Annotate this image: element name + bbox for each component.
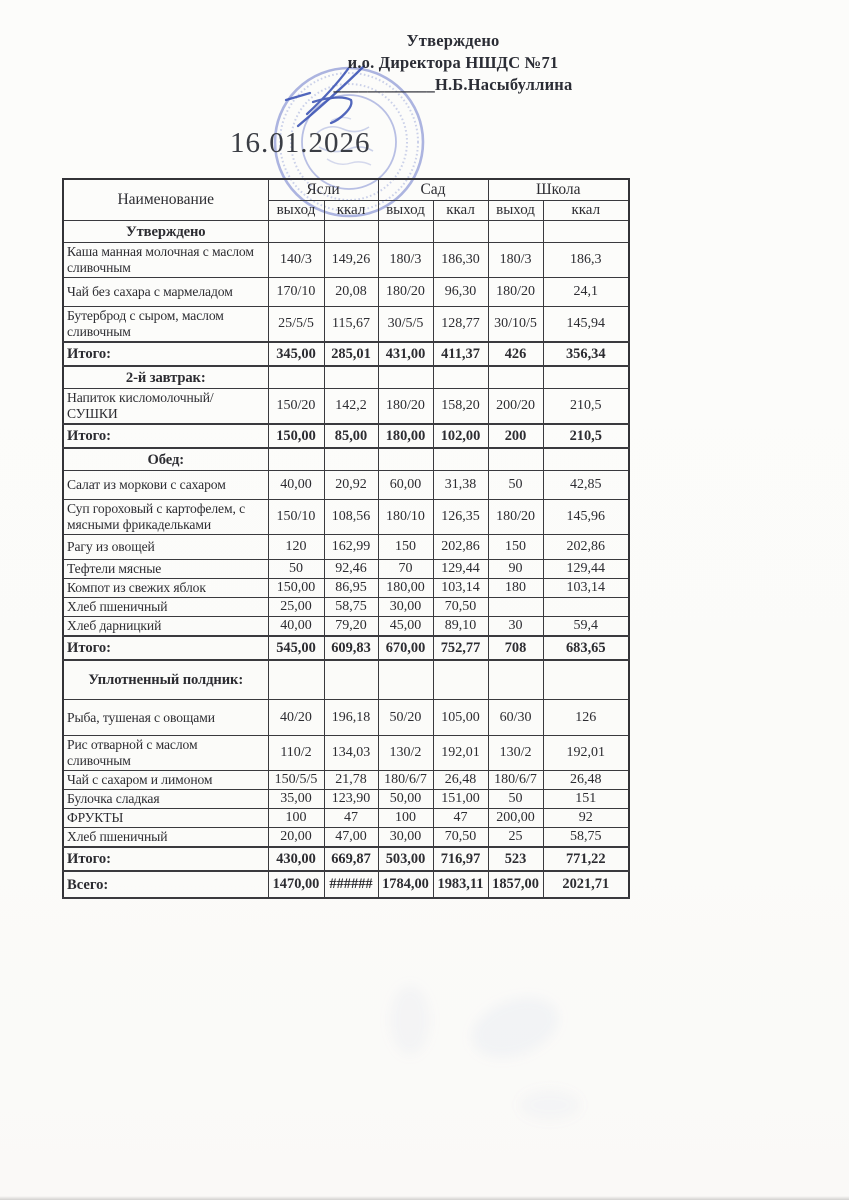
value-cell: 180/20 bbox=[378, 278, 433, 307]
value-cell: 70,50 bbox=[433, 598, 488, 617]
value-cell: 58,75 bbox=[324, 598, 378, 617]
value-cell bbox=[268, 366, 324, 389]
value-cell: 108,56 bbox=[324, 500, 378, 535]
dish-name-cell: Тефтели мясные bbox=[63, 560, 268, 579]
value-cell: 180/10 bbox=[378, 500, 433, 535]
value-cell: 180,00 bbox=[378, 579, 433, 598]
value-cell: 25/5/5 bbox=[268, 307, 324, 343]
subheader-vyhod: выход bbox=[488, 201, 543, 221]
value-cell: 123,90 bbox=[324, 790, 378, 809]
value-cell: 192,01 bbox=[543, 736, 629, 771]
value-cell bbox=[378, 448, 433, 471]
table-row bbox=[63, 243, 629, 278]
value-cell bbox=[378, 221, 433, 243]
table-row bbox=[63, 847, 629, 871]
value-cell: 25 bbox=[488, 828, 543, 848]
table-row bbox=[63, 828, 629, 848]
value-cell: 192,01 bbox=[433, 736, 488, 771]
value-cell: 202,86 bbox=[543, 535, 629, 560]
value-cell: 102,00 bbox=[433, 424, 488, 448]
value-cell bbox=[543, 221, 629, 243]
value-cell: 59,4 bbox=[543, 617, 629, 637]
value-cell: 200,00 bbox=[488, 809, 543, 828]
value-cell bbox=[324, 221, 378, 243]
value-cell bbox=[433, 448, 488, 471]
value-cell bbox=[324, 660, 378, 700]
subheader-kkal: ккал bbox=[543, 201, 629, 221]
table-row bbox=[63, 471, 629, 500]
value-cell bbox=[268, 448, 324, 471]
dish-name-cell: Бутерброд с сыром, маслом сливочным bbox=[63, 307, 268, 343]
value-cell: 58,75 bbox=[543, 828, 629, 848]
subheader-kkal: ккал bbox=[324, 201, 378, 221]
value-cell: 200 bbox=[488, 424, 543, 448]
value-cell: 60,00 bbox=[378, 471, 433, 500]
table-row bbox=[63, 809, 629, 828]
value-cell: 670,00 bbox=[378, 636, 433, 660]
value-cell: 210,5 bbox=[543, 389, 629, 425]
value-cell: 1983,11 bbox=[433, 871, 488, 898]
subheader-vyhod: выход bbox=[378, 201, 433, 221]
value-cell bbox=[543, 366, 629, 389]
value-cell: 1784,00 bbox=[378, 871, 433, 898]
value-cell bbox=[543, 598, 629, 617]
total-label-cell: Итого: bbox=[63, 847, 268, 871]
value-cell: 196,18 bbox=[324, 700, 378, 736]
value-cell: 30,00 bbox=[378, 598, 433, 617]
value-cell bbox=[268, 660, 324, 700]
approver-signature-line bbox=[283, 74, 623, 96]
dish-name-cell: Рагу из овощей bbox=[63, 535, 268, 560]
value-cell: 30 bbox=[488, 617, 543, 637]
dish-name-cell: Булочка сладкая bbox=[63, 790, 268, 809]
column-group-sad: Сад bbox=[378, 179, 488, 201]
total-label-cell: Итого: bbox=[63, 424, 268, 448]
value-cell: 1470,00 bbox=[268, 871, 324, 898]
value-cell: 21,78 bbox=[324, 771, 378, 790]
dish-name-cell: Каша манная молочная с маслом сливочным bbox=[63, 243, 268, 278]
value-cell: 411,37 bbox=[433, 342, 488, 366]
table-row bbox=[63, 790, 629, 809]
value-cell: 151 bbox=[543, 790, 629, 809]
value-cell: 30/5/5 bbox=[378, 307, 433, 343]
value-cell: 30/10/5 bbox=[488, 307, 543, 343]
grand-total-label-cell: Всего: bbox=[63, 871, 268, 898]
value-cell: 145,96 bbox=[543, 500, 629, 535]
value-cell: 105,00 bbox=[433, 700, 488, 736]
value-cell: 180/6/7 bbox=[488, 771, 543, 790]
value-cell: 103,14 bbox=[543, 579, 629, 598]
value-cell: 683,65 bbox=[543, 636, 629, 660]
approval-block bbox=[283, 30, 623, 96]
value-cell: 345,00 bbox=[268, 342, 324, 366]
value-cell: 150,00 bbox=[268, 579, 324, 598]
section-label-cell: Обед: bbox=[63, 448, 268, 471]
value-cell: 35,00 bbox=[268, 790, 324, 809]
value-cell: 186,30 bbox=[433, 243, 488, 278]
value-cell: 771,22 bbox=[543, 847, 629, 871]
value-cell: 40/20 bbox=[268, 700, 324, 736]
table-row bbox=[63, 598, 629, 617]
table-row bbox=[63, 871, 629, 898]
dish-name-cell: Хлеб пшеничный bbox=[63, 828, 268, 848]
value-cell: 716,97 bbox=[433, 847, 488, 871]
dish-name-cell: Чай без сахара с мармеладом bbox=[63, 278, 268, 307]
value-cell: 50 bbox=[488, 471, 543, 500]
table-row bbox=[63, 700, 629, 736]
value-cell: 50 bbox=[268, 560, 324, 579]
column-group-yasli: Ясли bbox=[268, 179, 378, 201]
value-cell: 128,77 bbox=[433, 307, 488, 343]
approver-name: Н.Б.Насыбуллина bbox=[434, 75, 573, 94]
value-cell: 431,00 bbox=[378, 342, 433, 366]
menu-table-body bbox=[63, 221, 629, 899]
approver-title: и.о. Директора НШДС №71 bbox=[347, 53, 559, 72]
value-cell: 120 bbox=[268, 535, 324, 560]
value-cell: 100 bbox=[378, 809, 433, 828]
value-cell: 42,85 bbox=[543, 471, 629, 500]
value-cell: 130/2 bbox=[378, 736, 433, 771]
page-edge-shadow bbox=[0, 1196, 849, 1200]
value-cell: 180/3 bbox=[378, 243, 433, 278]
value-cell: 150,00 bbox=[268, 424, 324, 448]
menu-table bbox=[62, 178, 630, 899]
value-cell: 47,00 bbox=[324, 828, 378, 848]
value-cell bbox=[488, 598, 543, 617]
value-cell: 186,3 bbox=[543, 243, 629, 278]
value-cell: 92 bbox=[543, 809, 629, 828]
value-cell: 85,00 bbox=[324, 424, 378, 448]
value-cell: 1857,00 bbox=[488, 871, 543, 898]
value-cell: 151,00 bbox=[433, 790, 488, 809]
subheader-vyhod: выход bbox=[268, 201, 324, 221]
value-cell: 92,46 bbox=[324, 560, 378, 579]
dish-name-cell: Чай с сахаром и лимоном bbox=[63, 771, 268, 790]
table-row bbox=[63, 617, 629, 637]
value-cell: 50/20 bbox=[378, 700, 433, 736]
value-cell: 426 bbox=[488, 342, 543, 366]
table-row bbox=[63, 366, 629, 389]
value-cell: 180,00 bbox=[378, 424, 433, 448]
section-label-cell: Утверждено bbox=[63, 221, 268, 243]
value-cell: 180 bbox=[488, 579, 543, 598]
value-cell: 79,20 bbox=[324, 617, 378, 637]
value-cell: 170/10 bbox=[268, 278, 324, 307]
table-row bbox=[63, 448, 629, 471]
value-cell: 89,10 bbox=[433, 617, 488, 637]
value-cell: 70,50 bbox=[433, 828, 488, 848]
value-cell: 523 bbox=[488, 847, 543, 871]
value-cell: 129,44 bbox=[543, 560, 629, 579]
value-cell: 130/2 bbox=[488, 736, 543, 771]
dish-name-cell: Хлеб дарницкий bbox=[63, 617, 268, 637]
dish-name-cell: Напиток кисломолочный/ СУШКИ bbox=[63, 389, 268, 425]
value-cell: 96,30 bbox=[433, 278, 488, 307]
value-cell: 25,00 bbox=[268, 598, 324, 617]
value-cell: 90 bbox=[488, 560, 543, 579]
value-cell: 30,00 bbox=[378, 828, 433, 848]
value-cell bbox=[433, 366, 488, 389]
value-cell: 180/6/7 bbox=[378, 771, 433, 790]
value-cell: 708 bbox=[488, 636, 543, 660]
value-cell: 609,83 bbox=[324, 636, 378, 660]
value-cell: 149,26 bbox=[324, 243, 378, 278]
dish-name-cell: Хлеб пшеничный bbox=[63, 598, 268, 617]
dish-name-cell: Компот из свежих яблок bbox=[63, 579, 268, 598]
signature-underline: ____________ bbox=[333, 75, 435, 94]
value-cell: 129,44 bbox=[433, 560, 488, 579]
value-cell: 126 bbox=[543, 700, 629, 736]
table-row bbox=[63, 535, 629, 560]
value-cell: 150/20 bbox=[268, 389, 324, 425]
dish-name-cell: Рыба, тушеная с овощами bbox=[63, 700, 268, 736]
subheader-kkal: ккал bbox=[433, 201, 488, 221]
value-cell: 142,2 bbox=[324, 389, 378, 425]
value-cell: 110/2 bbox=[268, 736, 324, 771]
value-cell: ###### bbox=[324, 871, 378, 898]
value-cell: 140/3 bbox=[268, 243, 324, 278]
table-row bbox=[63, 278, 629, 307]
menu-table-header bbox=[63, 179, 629, 221]
value-cell: 47 bbox=[324, 809, 378, 828]
value-cell: 20,00 bbox=[268, 828, 324, 848]
value-cell: 545,00 bbox=[268, 636, 324, 660]
value-cell bbox=[543, 448, 629, 471]
value-cell: 150 bbox=[378, 535, 433, 560]
table-row bbox=[63, 500, 629, 535]
section-label-cell: 2-й завтрак: bbox=[63, 366, 268, 389]
value-cell: 150 bbox=[488, 535, 543, 560]
value-cell: 356,34 bbox=[543, 342, 629, 366]
value-cell: 70 bbox=[378, 560, 433, 579]
value-cell: 210,5 bbox=[543, 424, 629, 448]
table-row bbox=[63, 660, 629, 700]
value-cell: 2021,71 bbox=[543, 871, 629, 898]
value-cell: 47 bbox=[433, 809, 488, 828]
value-cell: 503,00 bbox=[378, 847, 433, 871]
dish-name-cell: Суп гороховый с картофелем, с мясными фрикадельками bbox=[63, 500, 268, 535]
value-cell: 180/3 bbox=[488, 243, 543, 278]
table-row bbox=[63, 389, 629, 425]
value-cell: 752,77 bbox=[433, 636, 488, 660]
table-row bbox=[63, 307, 629, 343]
value-cell: 430,00 bbox=[268, 847, 324, 871]
value-cell: 86,95 bbox=[324, 579, 378, 598]
value-cell: 180/20 bbox=[488, 500, 543, 535]
value-cell: 180/20 bbox=[488, 278, 543, 307]
scan-smudge bbox=[390, 985, 430, 1055]
value-cell: 200/20 bbox=[488, 389, 543, 425]
value-cell: 180/20 bbox=[378, 389, 433, 425]
approved-label: Утверждено bbox=[406, 31, 500, 50]
dish-name-cell: Салат из моркови с сахаром bbox=[63, 471, 268, 500]
value-cell bbox=[268, 221, 324, 243]
total-label-cell: Итого: bbox=[63, 636, 268, 660]
table-row bbox=[63, 424, 629, 448]
value-cell bbox=[324, 366, 378, 389]
value-cell: 134,03 bbox=[324, 736, 378, 771]
value-cell bbox=[488, 660, 543, 700]
value-cell: 26,48 bbox=[543, 771, 629, 790]
value-cell: 126,35 bbox=[433, 500, 488, 535]
value-cell: 26,48 bbox=[433, 771, 488, 790]
value-cell: 202,86 bbox=[433, 535, 488, 560]
value-cell: 24,1 bbox=[543, 278, 629, 307]
value-cell: 60/30 bbox=[488, 700, 543, 736]
table-row bbox=[63, 342, 629, 366]
value-cell bbox=[488, 448, 543, 471]
dish-name-cell: ФРУКТЫ bbox=[63, 809, 268, 828]
value-cell bbox=[324, 448, 378, 471]
value-cell bbox=[433, 221, 488, 243]
value-cell: 31,38 bbox=[433, 471, 488, 500]
value-cell: 50,00 bbox=[378, 790, 433, 809]
total-label-cell: Итого: bbox=[63, 342, 268, 366]
value-cell: 162,99 bbox=[324, 535, 378, 560]
column-group-shkola: Школа bbox=[488, 179, 629, 201]
value-cell: 45,00 bbox=[378, 617, 433, 637]
table-row bbox=[63, 560, 629, 579]
value-cell: 100 bbox=[268, 809, 324, 828]
value-cell bbox=[488, 366, 543, 389]
value-cell: 145,94 bbox=[543, 307, 629, 343]
table-row bbox=[63, 221, 629, 243]
value-cell: 50 bbox=[488, 790, 543, 809]
value-cell: 285,01 bbox=[324, 342, 378, 366]
value-cell: 20,08 bbox=[324, 278, 378, 307]
value-cell: 40,00 bbox=[268, 617, 324, 637]
value-cell: 115,67 bbox=[324, 307, 378, 343]
table-row bbox=[63, 636, 629, 660]
value-cell: 103,14 bbox=[433, 579, 488, 598]
value-cell bbox=[433, 660, 488, 700]
table-row bbox=[63, 771, 629, 790]
table-row bbox=[63, 736, 629, 771]
value-cell: 20,92 bbox=[324, 471, 378, 500]
value-cell: 669,87 bbox=[324, 847, 378, 871]
document-date: 16.01.2026 bbox=[230, 127, 371, 159]
value-cell: 150/5/5 bbox=[268, 771, 324, 790]
value-cell: 158,20 bbox=[433, 389, 488, 425]
dish-name-cell: Рис отварной с маслом сливочным bbox=[63, 736, 268, 771]
section-label-cell: Уплотненный полдник: bbox=[63, 660, 268, 700]
value-cell bbox=[378, 660, 433, 700]
value-cell bbox=[378, 366, 433, 389]
value-cell bbox=[488, 221, 543, 243]
scan-smudge bbox=[520, 1090, 580, 1120]
column-header-name: Наименование bbox=[63, 179, 268, 221]
scan-smudge bbox=[463, 986, 566, 1068]
value-cell: 150/10 bbox=[268, 500, 324, 535]
value-cell: 40,00 bbox=[268, 471, 324, 500]
table-row bbox=[63, 579, 629, 598]
value-cell bbox=[543, 660, 629, 700]
